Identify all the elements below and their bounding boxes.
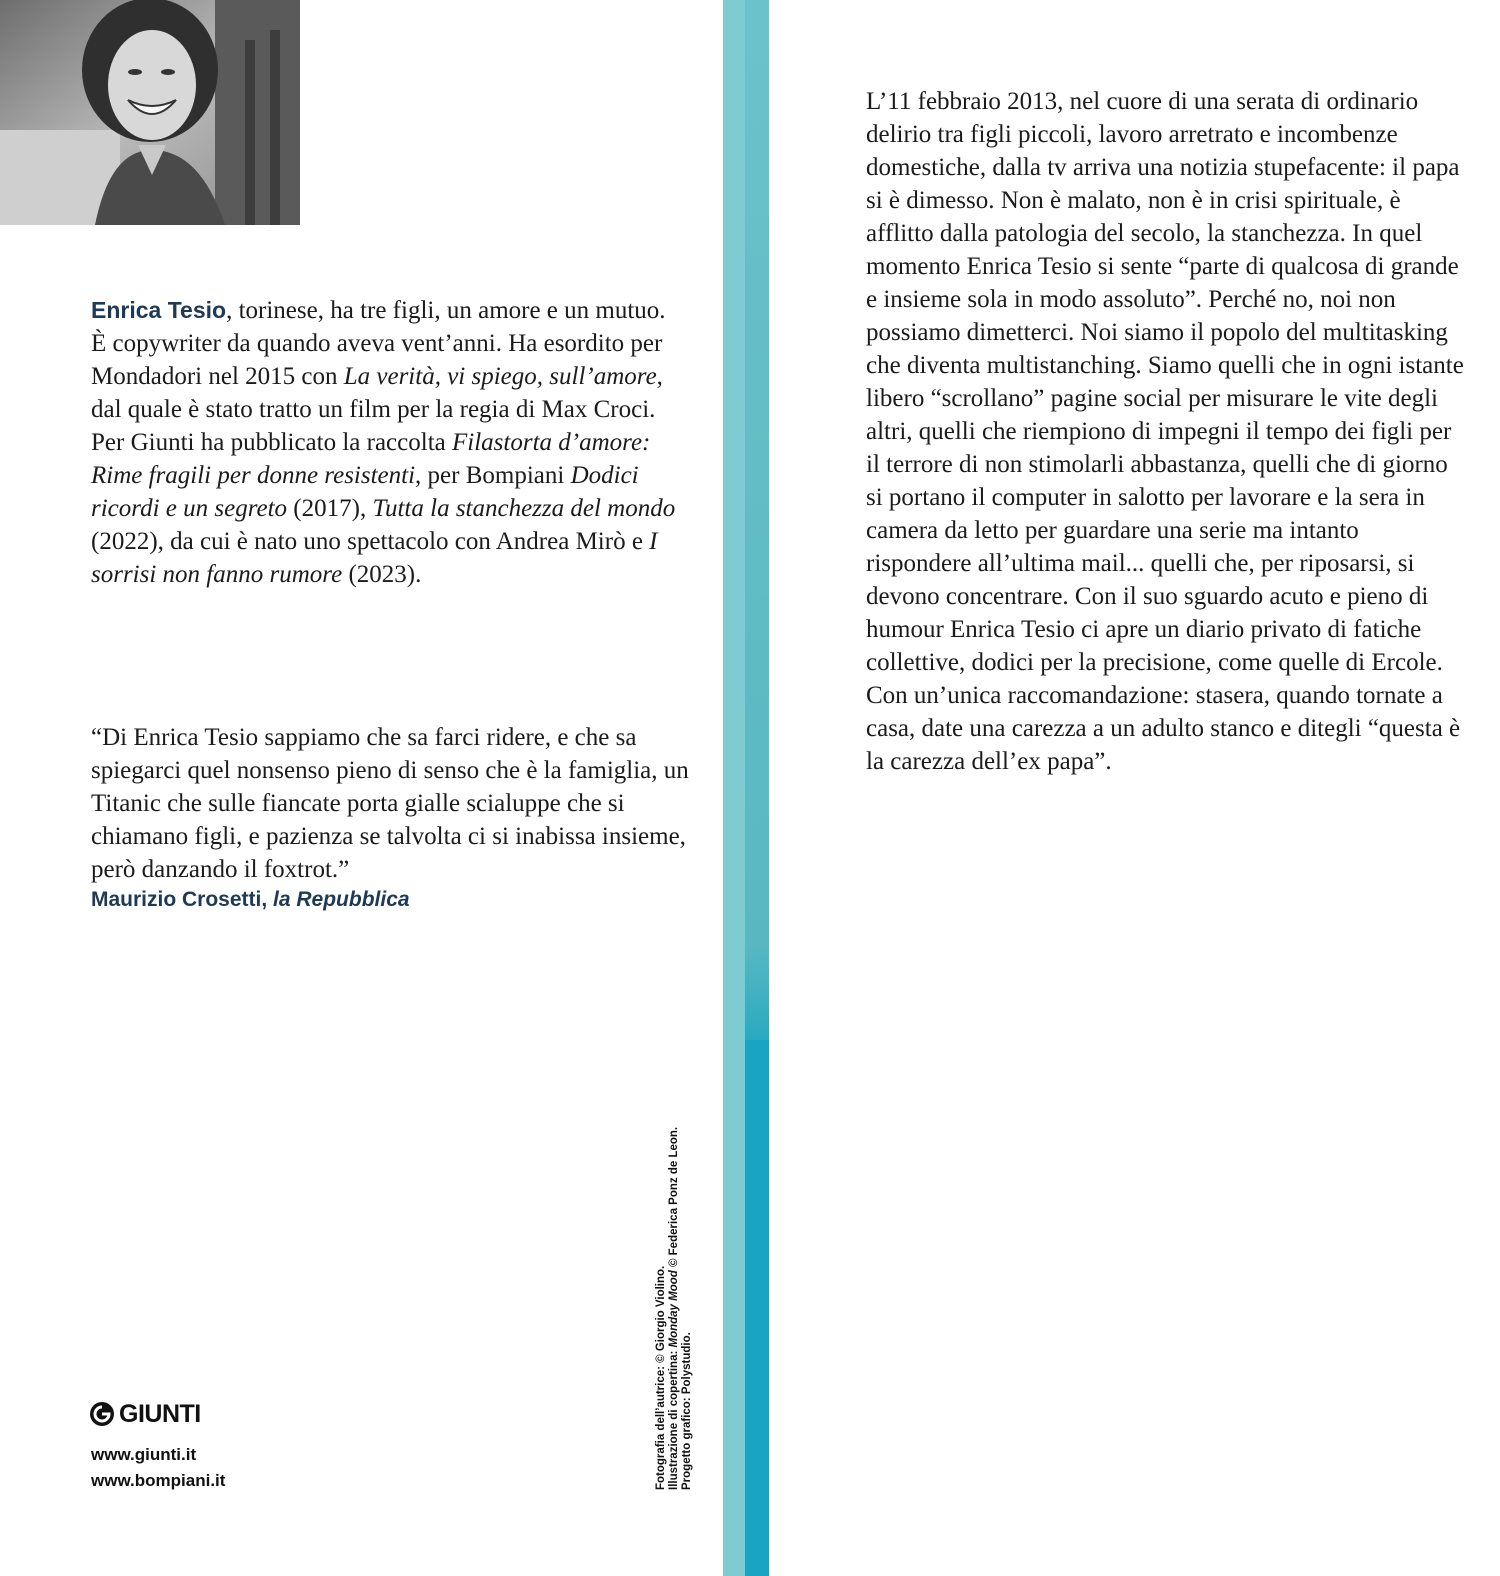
- spine-accent: [745, 1040, 769, 1576]
- book-title: La verità, vi spiego, sull’amore: [343, 363, 657, 390]
- author-bio: Enrica Tesio, torinese, ha tre figli, un amore e un mutuo. È copywriter da quando aveva vent’anni. Ha esordito per Mondadori nel 2015 con La verità, vi spiego, sull’amore, dal quale è stato tratto un film per la regia di Max Croci. Per Giunti ha pubblicato la raccolta Filastorta d’amore: Rime fragili per donne resistenti, per Bompiani Dodici ricordi e un segreto (2017), Tutta la stanchezza del mondo (2022), da cui è nato uno spettacolo con Andrea Mirò e I sorrisi non fanno rumore (2023).: [91, 297, 676, 588]
- quote-text: “Di Enrica Tesio sappiamo che sa farci ridere, e che sa spiegarci quel nonsenso pieno di senso che è la famiglia, un Titanic che sulle fiancate porta gialle scialuppe che si chiamano figli, e pazienza se talvolta ci si inabissa insieme, però danzando il foxtrot.”: [91, 724, 689, 883]
- website-link[interactable]: www.giunti.it: [91, 1445, 197, 1464]
- book-title: Tutta la stanchezza del mondo: [372, 495, 676, 522]
- review-quote: [91, 721, 691, 914]
- book-title: Dodici ricordi e un segreto: [91, 462, 639, 522]
- author-photo: [0, 0, 300, 225]
- image-credits: [655, 1126, 694, 1490]
- website-link[interactable]: www.bompiani.it: [91, 1471, 226, 1490]
- book-spine: [723, 0, 769, 1576]
- publisher-logo: [89, 1398, 201, 1430]
- giunti-g-icon: [89, 1401, 115, 1427]
- credit-line: Illustrazione di copertina: Monday Mood © Federica Ponz de Leon.: [668, 1126, 680, 1490]
- quote-source: la Repubblica: [273, 888, 410, 911]
- author-name: Enrica Tesio: [91, 297, 227, 323]
- credit-line: Progetto grafico: Polystudio.: [681, 1332, 693, 1490]
- quote-author: Maurizio Crosetti,: [91, 888, 268, 911]
- portrait-photo-icon: [0, 0, 300, 225]
- publisher-name: GIUNTI: [119, 1399, 201, 1428]
- book-blurb: L’11 febbraio 2013, nel cuore di una serata di ordinario delirio tra figli piccoli, lavoro arretrato e incombenze domestiche, dalla tv arriva una notizia stupefacente: il papa si è dimesso. Non è malato, non è in crisi spirituale, è afflitto dalla patologia del secolo, la stanchezza. In quel momento Enrica Tesio si sente “parte di qualcosa di grande e insieme sola in modo assoluto”. Perché no, noi non possiamo dimetterci. Noi siamo il popolo del multitasking che diventa multistanching. Siamo quelli che in ogni istante libero “scrollano” pagine social per misurare le vite degli altri, quelli che riempiono di impegni il tempo dei figli per il terrore di non stimolarli abbastanza, quelli che di giorno si portano il computer in salotto per lavorare e la sera in camera da letto per guardare una serie ma intanto rispondere all’ultima mail... quelli che, per riposarsi, si devono concentrare. Con il suo sguardo acuto e pieno di humour Enrica Tesio ci apre un diario privato di fatiche collettive, dodici per la precisione, come quelle di Ercole. Con un’unica raccomandazione: stasera, quando tornate a casa, date una carezza a un adulto stanco e ditegli “questa è la carezza dell’ex papa”.: [866, 88, 1464, 775]
- book-title: Filastorta d’amore: Rime fragili per donne resistenti: [91, 429, 651, 489]
- quote-attribution: [91, 886, 691, 914]
- credit-line: Fotografia dell’autrice: © Giorgio Violino.: [655, 1265, 667, 1490]
- book-title: I sorrisi non fanno rumore: [91, 528, 658, 588]
